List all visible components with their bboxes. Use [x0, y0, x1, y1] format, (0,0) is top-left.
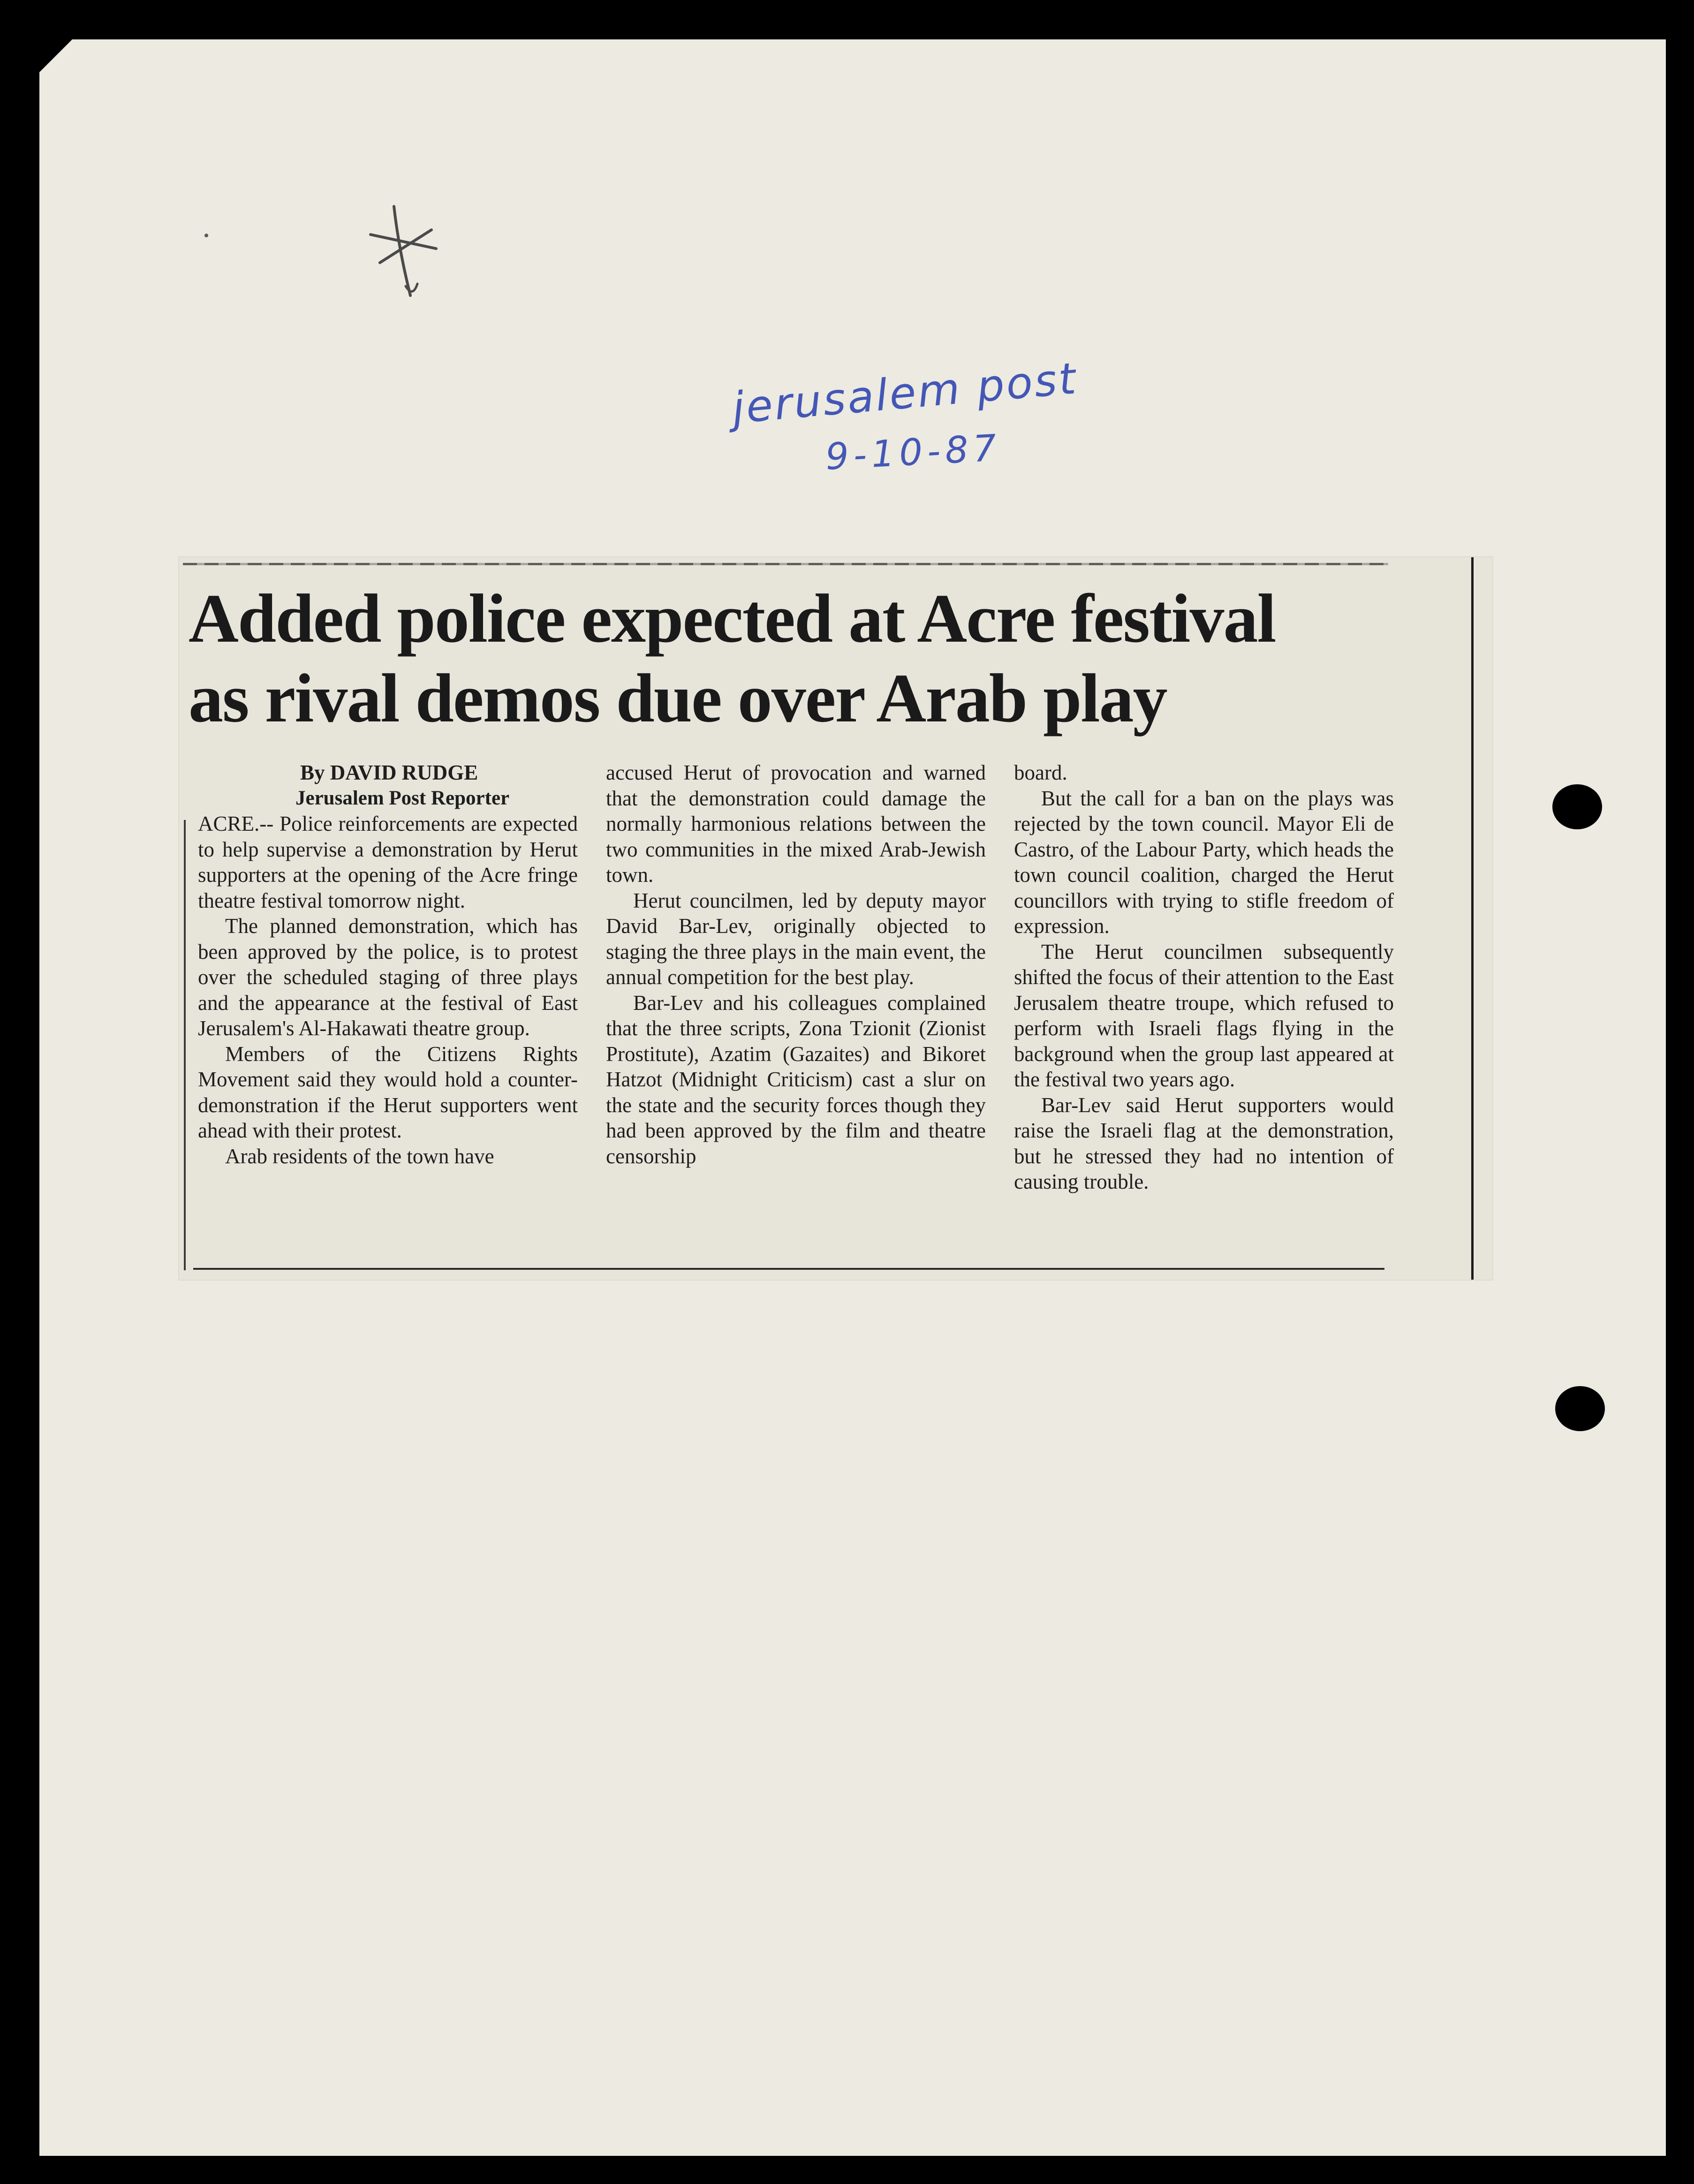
- paragraph: But the call for a ban on the plays was rejected by the town council. Mayor Eli de Castro, of the Labour Party, which heads the town council coalition, charged the Herut councillors with trying to stifle freedom of expression.: [1014, 786, 1394, 938]
- paragraph: board.: [1014, 761, 1067, 784]
- clipping-top-rule: [183, 563, 1388, 565]
- handwritten-date-note: 9-10-87: [824, 427, 1002, 478]
- paragraph: The Herut councilmen subsequently shifted the focus of their attention to the East Jerusalem theatre troupe, which refused to perform with Israeli flags flying in the background when the group last appeared at the festival two years ago.: [1014, 940, 1394, 1091]
- article-column-1: [198, 760, 578, 1169]
- newspaper-clipping: [179, 557, 1492, 1280]
- pencil-dot-mark: [204, 234, 208, 237]
- paragraph: Members of the Citizens Rights Movement said they would hold a counter-demonstration if the Herut supporters went ahead with their protest.: [198, 1042, 578, 1142]
- paragraph: Bar-Lev said Herut supporters would raise the Israeli flag at the demonstration, but he stressed they had no intention of causing trouble.: [1014, 1093, 1394, 1193]
- handwritten-asterisk-mark: [361, 202, 446, 305]
- paragraph: Arab residents of the town have: [225, 1144, 494, 1168]
- handwritten-source-note: jerusalem post: [730, 353, 1080, 433]
- byline: By DAVID RUDGE: [300, 761, 478, 784]
- paragraph: accused Herut of provocation and warned that the demonstration could damage the normally harmonious relations between the two communities in the mixed Arab-Jewish town.: [606, 761, 986, 887]
- headline-line-1: Added police expected at Acre festival: [189, 580, 1276, 657]
- paragraph: The planned demonstration, which has been approved by the police, is to protest over the scheduled staging of three plays and the appearance at the festival of East Jerusalem's Al-Hakawati theatre group.: [198, 914, 578, 1040]
- byline-role: Jerusalem Post Reporter: [295, 787, 510, 809]
- paragraph: Bar-Lev and his colleagues complained that the three scripts, Zona Tzionit (Zionist Prostitute), Azatim (Gazaites) and Bikoret Hatzot (Midnight Criticism) cast a slur on the state and the security forces though they had been approved by the film and theatre censorship: [606, 991, 986, 1168]
- punch-hole-bottom: [1555, 1386, 1605, 1431]
- article-column-3: [1014, 760, 1394, 1195]
- paragraph: Herut councilmen, led by deputy mayor David Bar-Lev, originally objected to staging the three plays in the main event, the annual competition for the best play.: [606, 888, 986, 989]
- clipping-left-edge: [184, 820, 186, 1270]
- clipping-bottom-rule: [193, 1268, 1384, 1270]
- article-headline: [189, 579, 1464, 738]
- paragraph: ACRE.-- Police reinforcements are expected to help supervise a demonstration by Herut supporters at the opening of the Acre fringe theatre festival tomorrow night.: [198, 812, 578, 912]
- page-corner-fold: [39, 39, 72, 72]
- punch-hole-top: [1552, 784, 1602, 829]
- article-column-2: [606, 760, 986, 1169]
- headline-line-2: as rival demos due over Arab play: [189, 660, 1167, 737]
- clipping-right-edge: [1471, 557, 1474, 1280]
